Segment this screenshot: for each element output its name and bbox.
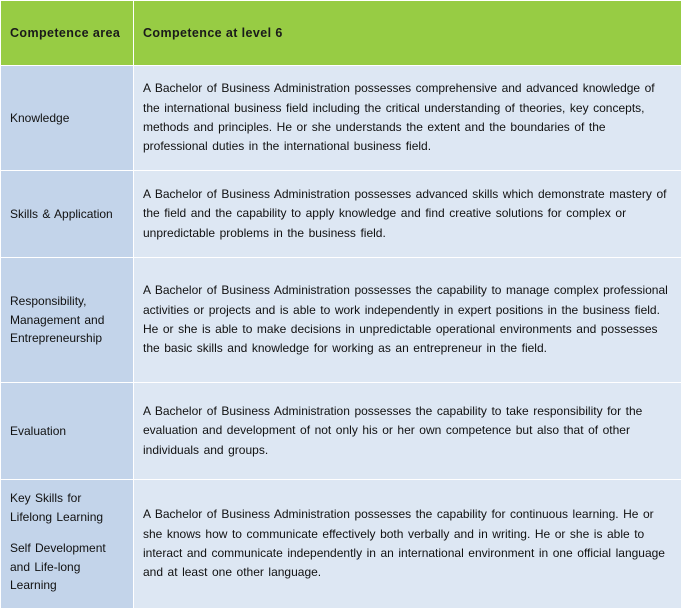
table-row bbox=[1, 171, 681, 258]
cell-competence-area-primary: Key Skills for Lifelong Learning bbox=[10, 491, 104, 524]
header-competence-area: Competence area bbox=[1, 1, 134, 66]
table-row bbox=[1, 258, 681, 383]
table-header-row bbox=[1, 1, 681, 66]
table-body bbox=[1, 66, 681, 609]
cell-competence-description: A Bachelor of Business Administration possesses comprehensive and advanced knowledge of the international business field including the critical understanding of theories, key concepts, methods and principles. He or she understands the extent and the boundaries of the professional duties in the international business field. bbox=[134, 66, 681, 171]
cell-competence-description: A Bachelor of Business Administration possesses advanced skills which demonstrate mastery of the field and the capability to apply knowledge and find creative solutions for complex or unpredictable problems in the business field. bbox=[134, 171, 681, 258]
table-row bbox=[1, 66, 681, 171]
cell-competence-area: Skills & Application bbox=[1, 171, 134, 258]
cell-competence-area: Knowledge bbox=[1, 66, 134, 171]
table-header bbox=[1, 1, 681, 66]
cell-competence-area: Evaluation bbox=[1, 383, 134, 480]
table-row bbox=[1, 383, 681, 480]
cell-competence-description: A Bachelor of Business Administration possesses the capability to manage complex professional activities or projects and is able to work independently in expert positions in the business field. He or she is able to make decisions in unpredictable operational environments and possesses the basic skills and knowledge for working as an entrepreneur in the field. bbox=[134, 258, 681, 383]
header-competence-level: Competence at level 6 bbox=[134, 1, 681, 66]
cell-competence-description: A Bachelor of Business Administration possesses the capability for continuous learning. He or she knows how to communicate effectively both verbally and in writing. He or she is able to interact and communicate independently in an international environment in one official language and at least one other language. bbox=[134, 480, 681, 609]
cell-competence-area-secondary: Self Development and Life-long Learning bbox=[10, 541, 106, 593]
cell-competence-area bbox=[1, 480, 134, 609]
cell-competence-area: Responsibility, Management and Entrepreneurship bbox=[1, 258, 134, 383]
cell-competence-description: A Bachelor of Business Administration possesses the capability to take responsibility for the evaluation and development of not only his or her own competence but also that of other individuals and groups. bbox=[134, 383, 681, 480]
table-row bbox=[1, 480, 681, 609]
